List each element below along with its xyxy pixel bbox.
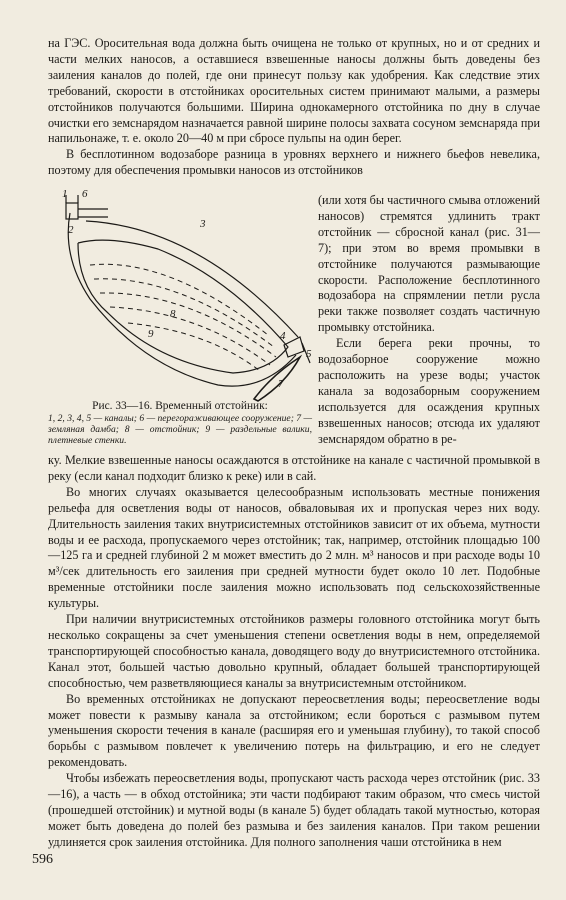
- label-9: 9: [148, 328, 154, 340]
- page-number: 596: [32, 852, 53, 867]
- caption-title: Рис. 33—16. Временный отстойник:: [92, 400, 268, 412]
- paragraph-body-1: Во многих случаях оказывается целесообразным использовать местные понижения рельефа для осветления воды от наносов, обваловывая их и пропуская через них воду. Длительность заиления таких внутрисистемных отстойников зависит от их объема, мутности воды и ее расхода, пропускаемого через отстойник; так, например, отстойник площадью 100—125 га и средней глубиной 2 м может вместить до 2 млн. м³ наносов и при расходе воды 10 м³/сек длительность его заиления при средней мутности будет около 10 лет. Подобные временные отстойники после заиления можно использовать под сельскохозяйственные культуры.: [48, 484, 540, 611]
- caption-body: 1, 2, 3, 4, 5 — каналы; 6 — перегораживающее сооружение; 7 — земляная дамба; 8 — отстойник; 9 — раздельные валики, плетневые стенки.: [48, 413, 313, 446]
- paragraph-intro: В бесплотинном водозаборе разница в уровнях верхнего и нижнего бьефов невелика, поэтому для обеспечения промывки наносов из отстойников: [48, 147, 540, 178]
- paragraph-right-2: Если берега реки прочны, то водозаборное сооружение можно расположить на урезе воды; участок канала за водозаборным сооружением используется для осаждения крупных взвешенных наносов; отсюда их удаляют земснарядом обратно в ре-: [318, 336, 540, 446]
- label-4: 4: [280, 330, 286, 342]
- text-column-right: [318, 193, 540, 448]
- paragraph-body-3: Во временных отстойниках не допускают переосветления воды; переосветление воды может повести к размыву канала за отстойником; если бороться с размывом путем уменьшения скорости течения в канале (расширяя его и уменьшая глубину), то такой способ борьбы с размывом повлечет к увеличению потерь на фильтрацию, и его не следует рекомендовать.: [48, 691, 540, 770]
- label-6: 6: [82, 188, 88, 200]
- figure-settling-tank: [48, 187, 314, 407]
- inlet-structure: [66, 203, 78, 219]
- earth-dam-7: [254, 357, 300, 401]
- figure-caption: [48, 400, 312, 446]
- outlet-structure: [284, 337, 304, 357]
- paragraph-right-1: (или хотя бы частичного смыва отложений наносов) стремятся удлинить тракт отстойник — сбросной канал (рис. 31—7); при этом во время промывки в отстойнике получаются размывающие скорости. Расположение бесплотинного водозабора на спрямлении петли русла реки также позволяет создать частичную промывку отстойника.: [318, 193, 540, 335]
- paragraph-top: на ГЭС. Оросительная вода должна быть очищена не только от крупных, но и от средних и части мелких наносов, а оставшиеся взвешенные наносы должны быть доведены без заиления каналов до полей, где они принесут пользу как удобрения. Как следствие этих требований, скорости в отстойниках оросительных систем принимают малыми, а размеры отстойников получаются большими. Ширина однокамерного отстойника по дну в случае очистки его земснарядом назначается равной ширине полосы захвата сосуном земснаряда при напильонаже, т. е. около 20—40 м при сбросе пульпы на один берег.: [48, 36, 540, 146]
- settling-tank-diagram: [48, 187, 314, 407]
- paragraph-continuation: ку. Мелкие взвешенные наносы осаждаются в отстойнике на канале с частичной промывкой в реку (если канал подходит близко к реке) или в сай.: [48, 453, 540, 483]
- label-7: 7: [278, 378, 284, 390]
- paragraph-body-4: Чтобы избежать переосветления воды, пропускают часть расхода через отстойник (рис. 33—16), а часть — в обход отстойника; эти части подбирают таким образом, что смесь чистой (прошедшей отстойник) и мутной воды (в канале 5) будет обладать такой мутностью, которая может быть доведена до полей без размыва и без заиления каналов. При таком решении удлиняется срок заиления отстойника. Для полного заполнения чаши отстойника в нем: [48, 771, 540, 849]
- label-5: 5: [306, 348, 312, 360]
- text-block-top: [48, 36, 540, 179]
- paragraph-body-2: При наличии внутрисистемных отстойников размеры головного отстойника могут быть несколько сокращены за счет уменьшения степени осветления воды в нем, определяемой транспортирующей способностью канала, доводящего воду до внутрисистемного отстойника. Канал этот, большей частью довольно крупный, обладает большей транспортирующей способностью, чем разветвляющиеся каналы за внутрисистемным отстойником.: [48, 612, 540, 690]
- text-block-bottom: [48, 453, 540, 851]
- label-8: 8: [170, 308, 176, 320]
- label-2: 2: [68, 224, 74, 236]
- label-3: 3: [200, 218, 206, 230]
- label-1: 1: [62, 188, 68, 200]
- canal-3: [86, 221, 298, 337]
